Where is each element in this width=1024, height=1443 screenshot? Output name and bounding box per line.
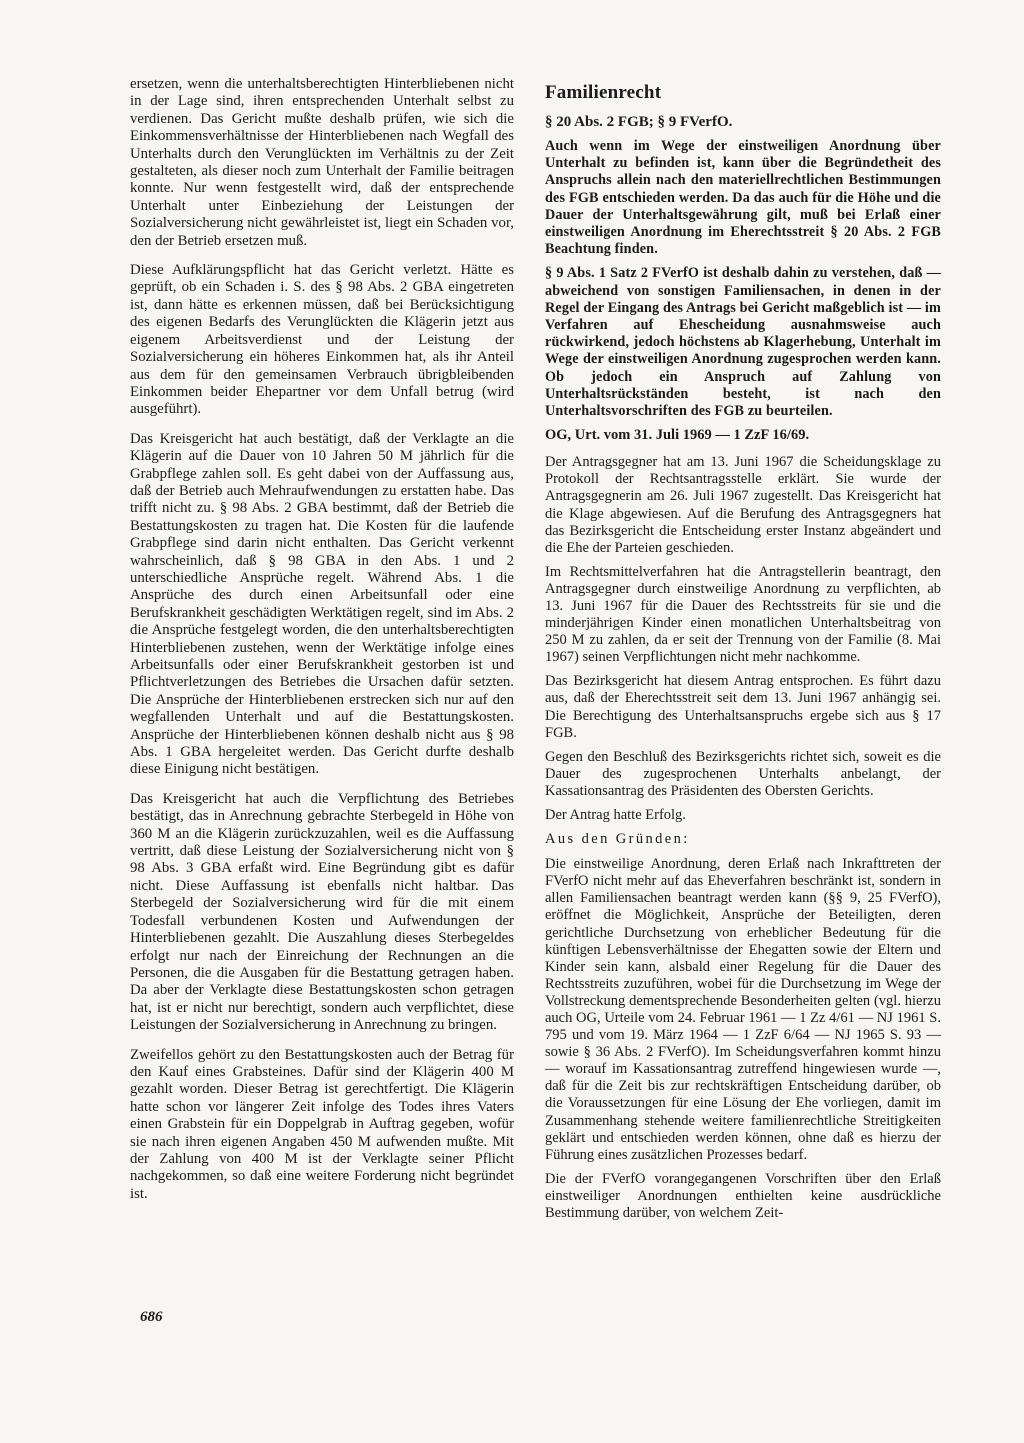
headnote (545, 138, 941, 420)
left-paragraph-5: Zweifellos gehört zu den Bestattungskosten auch der Betrag für den Kauf eines Grabsteines. Dafür sind der Klägerin 400 M gezahlt worden. Dieser Betrag ist gerechtfertigt. Die Klägerin hatte schon vor längerer Zeit infolge des Todes ihres Vaters einen Grabstein für ein Doppelgrab in Auftrag gegeben, wofür sie nach ihren eigenen Angaben 450 M aufwenden mußte. Mit der Zahlung von 400 M ist der Verklagte seiner Pflicht nachgekommen, so daß eine weitere Forderung nicht begründet ist. (130, 1046, 514, 1202)
grounds-heading: Aus den Gründen: (545, 831, 690, 848)
body-paragraph-4: Gegen den Beschluß des Bezirksgerichts richtet sich, soweit es die Dauer des zugesprochenen Unterhalts anbelangt, der Kassationsantrag des Präsidenten des Obersten Gerichts. (545, 748, 941, 799)
body-paragraph-2: Im Rechtsmittelverfahren hat die Antragstellerin beantragt, den Antragsgegner durch einstweilige Anordnung zu verpflichten, ab 13. Juni 1967 für die Dauer des Rechtsstreits für sie und die minderjährigen Kinder einen monatlichen Unterhaltsbeitrag von 250 M zu zahlen, da er seit der Trennung von der Familie (8. Mai 1967) seinen Verpflichtungen nicht mehr nachkomme. (545, 563, 941, 666)
grounds-paragraph-1: Die einstweilige Anordnung, deren Erlaß nach Inkrafttreten der FVerfO nicht mehr auf das Eheverfahren beschränkt ist, sondern in allen Familiensachen beantragt werden kann (§§ 9, 25 FVerfO), eröffnet die Möglichkeit, Ansprüche der Beteiligten, deren gerichtliche Durchsetzung von erheblicher Bedeutung für die künftigen Lebensverhältnisse der Ehegatten sowie der Eltern und Kinder sein kann, alsbald einer Regelung für die Dauer des Rechtsstreits zuzuführen, wobei für die Durchsetzung im Wege der Vollstreckung dementsprechende Besonderheiten gelten (vgl. hierzu auch OG, Urteile vom 24. Februar 1961 — 1 Zz 4/61 — NJ 1961 S. 795 und vom 19. März 1964 — 1 ZzF 6/64 — NJ 1965 S. 93 — sowie § 36 Abs. 2 FVerfO). Im Scheidungsverfahren kommt hinzu — worauf im Kassationsantrag zutreffend hingewiesen wurde —, daß für die Zeit bis zur rechtskräftigen Entscheidung darüber, ob die Voraussetzungen für eine Lösung der Ehe vorliegen, damit im Zusammenhang stehende weitere familienrechtliche Streitigkeiten geklärt und entschieden werden können, ohne daß es hierzu der Führung eines zusätzlichen Prozesses bedarf. (545, 856, 941, 1163)
left-paragraph-4: Das Kreisgericht hat auch die Verpflichtung des Betriebes bestätigt, das in Anrechnung gebrachte Sterbegeld in Höhe von 360 M an die Klägerin zurückzuzahlen, weil es die Auffassung vertritt, daß diese Leistung der Sozialversicherung nicht von § 98 Abs. 3 GBA erfaßt wird. Eine Begründung gibt es dafür nicht. Diese Auffassung ist ebenfalls nicht haltbar. Das Sterbegeld der Sozialversicherung wird für die mit einem Todesfall verbundenen Kosten und Aufwendungen der Hinterbliebenen gezahlt. Die Auszahlung dieses Sterbegeldes erfolgt nur nach der Einreichung der Rechnungen an die Personen, die die Ausgaben für die Bestattung getragen haben. Da aber der Verklagte diese Bestattungskosten schon getragen hat, ist er nicht nur berechtigt, sondern auch verpflichtet, diese Leistungen der Sozialversicherung in Anrechnung zu bringen. (130, 790, 514, 1034)
section-title: Familienrecht (545, 82, 662, 103)
grounds-paragraph-2: Die der FVerfO vorangegangenen Vorschriften über den Erlaß einstweiliger Anordnungen enthielten keine ausdrückliche Bestimmung darüber, von welchem Zeit- (545, 1170, 941, 1221)
statute-reference: § 20 Abs. 2 FGB; § 9 FVerfO. (545, 114, 733, 130)
left-paragraph-2: Diese Aufklärungspflicht hat das Gericht verletzt. Hätte es geprüft, ob ein Schaden i. S. des § 98 Abs. 2 GBA eingetreten ist, dann hätte es erkennen müssen, daß bei Berücksichtigung des eigenen Bedarfs des Verunglückten die Klägerin jetzt aus eigenem Arbeitsverdienst und der Leistung der Sozialversicherung ein höheres Einkommen hat, als ihr Anteil aus dem für den gemeinsamen Verbrauch übrigbleibenden Einkommen beider Ehepartner vor dem Unfall betrug (wird ausgeführt). (130, 262, 514, 418)
left-paragraph-1: ersetzen, wenn die unterhaltsberechtigten Hinterbliebenen nicht in der Lage sind, ihren entsprechenden Unterhalt selbst zu verdienen. Das Gericht mußte deshalb prüfen, wie sich die Einkommensverhältnisse der Hinterbliebenen nach Wegfall des Unterhalts durch den Verunglückten im Verhältnis zu der Zeit gestalteten, als dieser noch zum Unterhalt der Familie beitragen konnte. Nur wenn festgestellt wird, daß der entsprechende Unterhalt unter Einbeziehung der Leistungen der Sozialversicherung nicht gewährleistet ist, liegt ein Schaden vor, den der Betrieb ersetzen muß. (130, 76, 514, 249)
headnote-paragraph-2: § 9 Abs. 1 Satz 2 FVerfO ist deshalb dahin zu verstehen, daß — abweichend von sonstigen Familiensachen, in denen in der Regel der Eingang des Antrags bei Gericht maßgeblich ist — im Verfahren auf Ehescheidung ausnahmsweise auch rückwirkend, jedoch höchstens ab Klagerhebung, Unterhalt im Wege der einstweiligen Anordnung zugesprochen werden kann. Ob jedoch ein Anspruch auf Zahlung von Unterhaltsrückständen besteht, ist nach den Unterhaltsvorschriften des FGB zu beurteilen. (545, 265, 941, 420)
left-paragraph-3: Das Kreisgericht hat auch bestätigt, daß der Verklagte an die Klägerin auf die Dauer von 10 Jahren 50 M jährlich für die Grabpflege zahlen soll. Es geht dabei von der Auffassung aus, daß der Betrieb auch Mehraufwendungen zu erstatten habe. Das trifft nicht zu. § 98 Abs. 2 GBA bestimmt, daß der Betrieb die Bestattungskosten zu tragen hat. Die Kosten für die laufende Grabpflege sind darin nicht enthalten. Das Gericht verkennt wahrscheinlich, daß § 98 GBA in den Abs. 1 und 2 unterschiedliche Ansprüche regelt. Während Abs. 1 die Ansprüche des durch einen Arbeitsunfall oder eine Berufskrankheit geschädigten Werktätigen regelt, sind im Abs. 2 die Ansprüche festgelegt worden, die den unterhaltsberechtigten Hinterbliebenen zustehen, wenn der Werktätige infolge eines Arbeitsunfalls oder einer Berufskrankheit gestorben ist und Pflichtverletzungen des Betriebes die Ursachen dafür setzten. Die Ansprüche der Hinterbliebenen erstrecken sich nur auf den wegfallenden Unterhalt und auf die Bestattungskosten. Ansprüche der Hinterbliebenen können deshalb nicht aus § 98 Abs. 1 GBA hergeleitet werden. Das Gericht durfte deshalb diese Einigung nicht bestätigen. (130, 430, 514, 778)
left-column (130, 76, 514, 1215)
body-paragraph-3: Das Bezirksgericht hat diesem Antrag entsprochen. Es führt dazu aus, daß der Eherechtsstreit seit dem 13. Juni 1967 anhängig sei. Die Berechtigung des Unterhaltsanspruchs ergebe sich aus § 17 FGB. (545, 673, 941, 741)
body-paragraph-1: Der Antragsgegner hat am 13. Juni 1967 die Scheidungsklage zu Protokoll der Rechtsantragsstelle erklärt. Sie wurde der Antragsgegnerin am 26. Juli 1967 zugestellt. Das Kreisgericht hat die Klage abgewiesen. Auf die Berufung des Antragsgegners hat das Bezirksgericht die Entscheidung erster Instanz abgeändert und die Ehe der Parteien geschieden. (545, 454, 941, 556)
right-column (545, 76, 941, 1229)
court-citation: OG, Urt. vom 31. Juli 1969 — 1 ZzF 16/69. (545, 427, 810, 444)
headnote-paragraph-1: Auch wenn im Wege der einstweiligen Anordnung über Unterhalt zu befinden ist, kann über die Begründetheit des Anspruchs allein nach den materiellrechtlichen Bestimmungen des FGB entschieden werden. Da das auch für die Höhe und die Dauer der Unterhaltsgewährung gilt, muß bei Erlaß einer einstweiligen Anordnung im Eherechtsstreit § 20 Abs. 2 FGB Beachtung finden. (545, 138, 941, 258)
body-paragraph-5: Der Antrag hatte Erfolg. (545, 807, 686, 824)
page-number: 686 (140, 1309, 163, 1325)
